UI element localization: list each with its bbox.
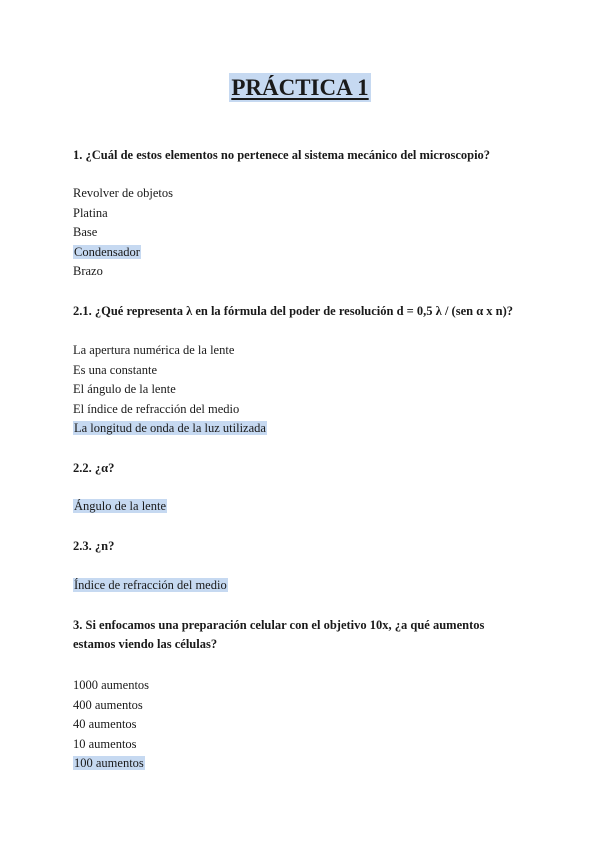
option-item: El índice de refracción del medio — [73, 401, 240, 416]
option-item: 10 aumentos — [73, 736, 137, 751]
option-item-correct: La longitud de onda de la luz utilizada — [74, 421, 266, 435]
option-item: 1000 aumentos — [73, 678, 150, 692]
question-1-options — [73, 184, 553, 282]
question-2-3-text: 2.3. ¿n? — [73, 539, 115, 553]
option-item: Revolver de objetos — [73, 186, 173, 200]
option-item-correct: Índice de refracción del medio — [74, 578, 227, 592]
question-3-text-line1: 3. Si enfocamos una preparación celular con el objetivo 10x, ¿a qué aumentos — [73, 618, 485, 632]
question-2-2 — [73, 459, 553, 478]
option-item: 400 aumentos — [73, 697, 143, 712]
title-wrap — [0, 73, 600, 102]
option-item: Brazo — [73, 264, 103, 278]
option-item: Base — [73, 225, 98, 239]
option-item-correct: Condensador — [74, 244, 140, 259]
option-item-correct: 100 aumentos — [74, 756, 144, 770]
question-2-1-options — [73, 341, 553, 439]
option-item: Platina — [73, 205, 108, 220]
question-1 — [73, 146, 553, 165]
option-item: 40 aumentos — [73, 717, 137, 731]
question-2-1-text: 2.1. ¿Qué representa λ en la fórmula del poder de resolución d = 0,5 λ / (sen α x n)? — [73, 304, 514, 318]
option-item: Es una constante — [73, 362, 158, 377]
question-3 — [73, 616, 553, 654]
option-item-correct: Ángulo de la lente — [74, 499, 166, 513]
page-title: PRÁCTICA 1 — [231, 75, 369, 100]
question-2-3 — [73, 537, 553, 556]
option-item: La apertura numérica de la lente — [73, 343, 235, 357]
question-2-2-answer — [73, 497, 553, 517]
question-2-1 — [73, 302, 553, 321]
question-3-options — [73, 676, 553, 774]
question-2-2-text: 2.2. ¿α? — [73, 461, 115, 475]
question-1-text: 1. ¿Cuál de estos elementos no pertenece al sistema mecánico del microscopio? — [73, 148, 491, 162]
question-3-text-line2: estamos viendo las células? — [73, 637, 218, 651]
option-item: El ángulo de la lente — [73, 382, 176, 396]
question-2-3-answer — [73, 576, 553, 596]
